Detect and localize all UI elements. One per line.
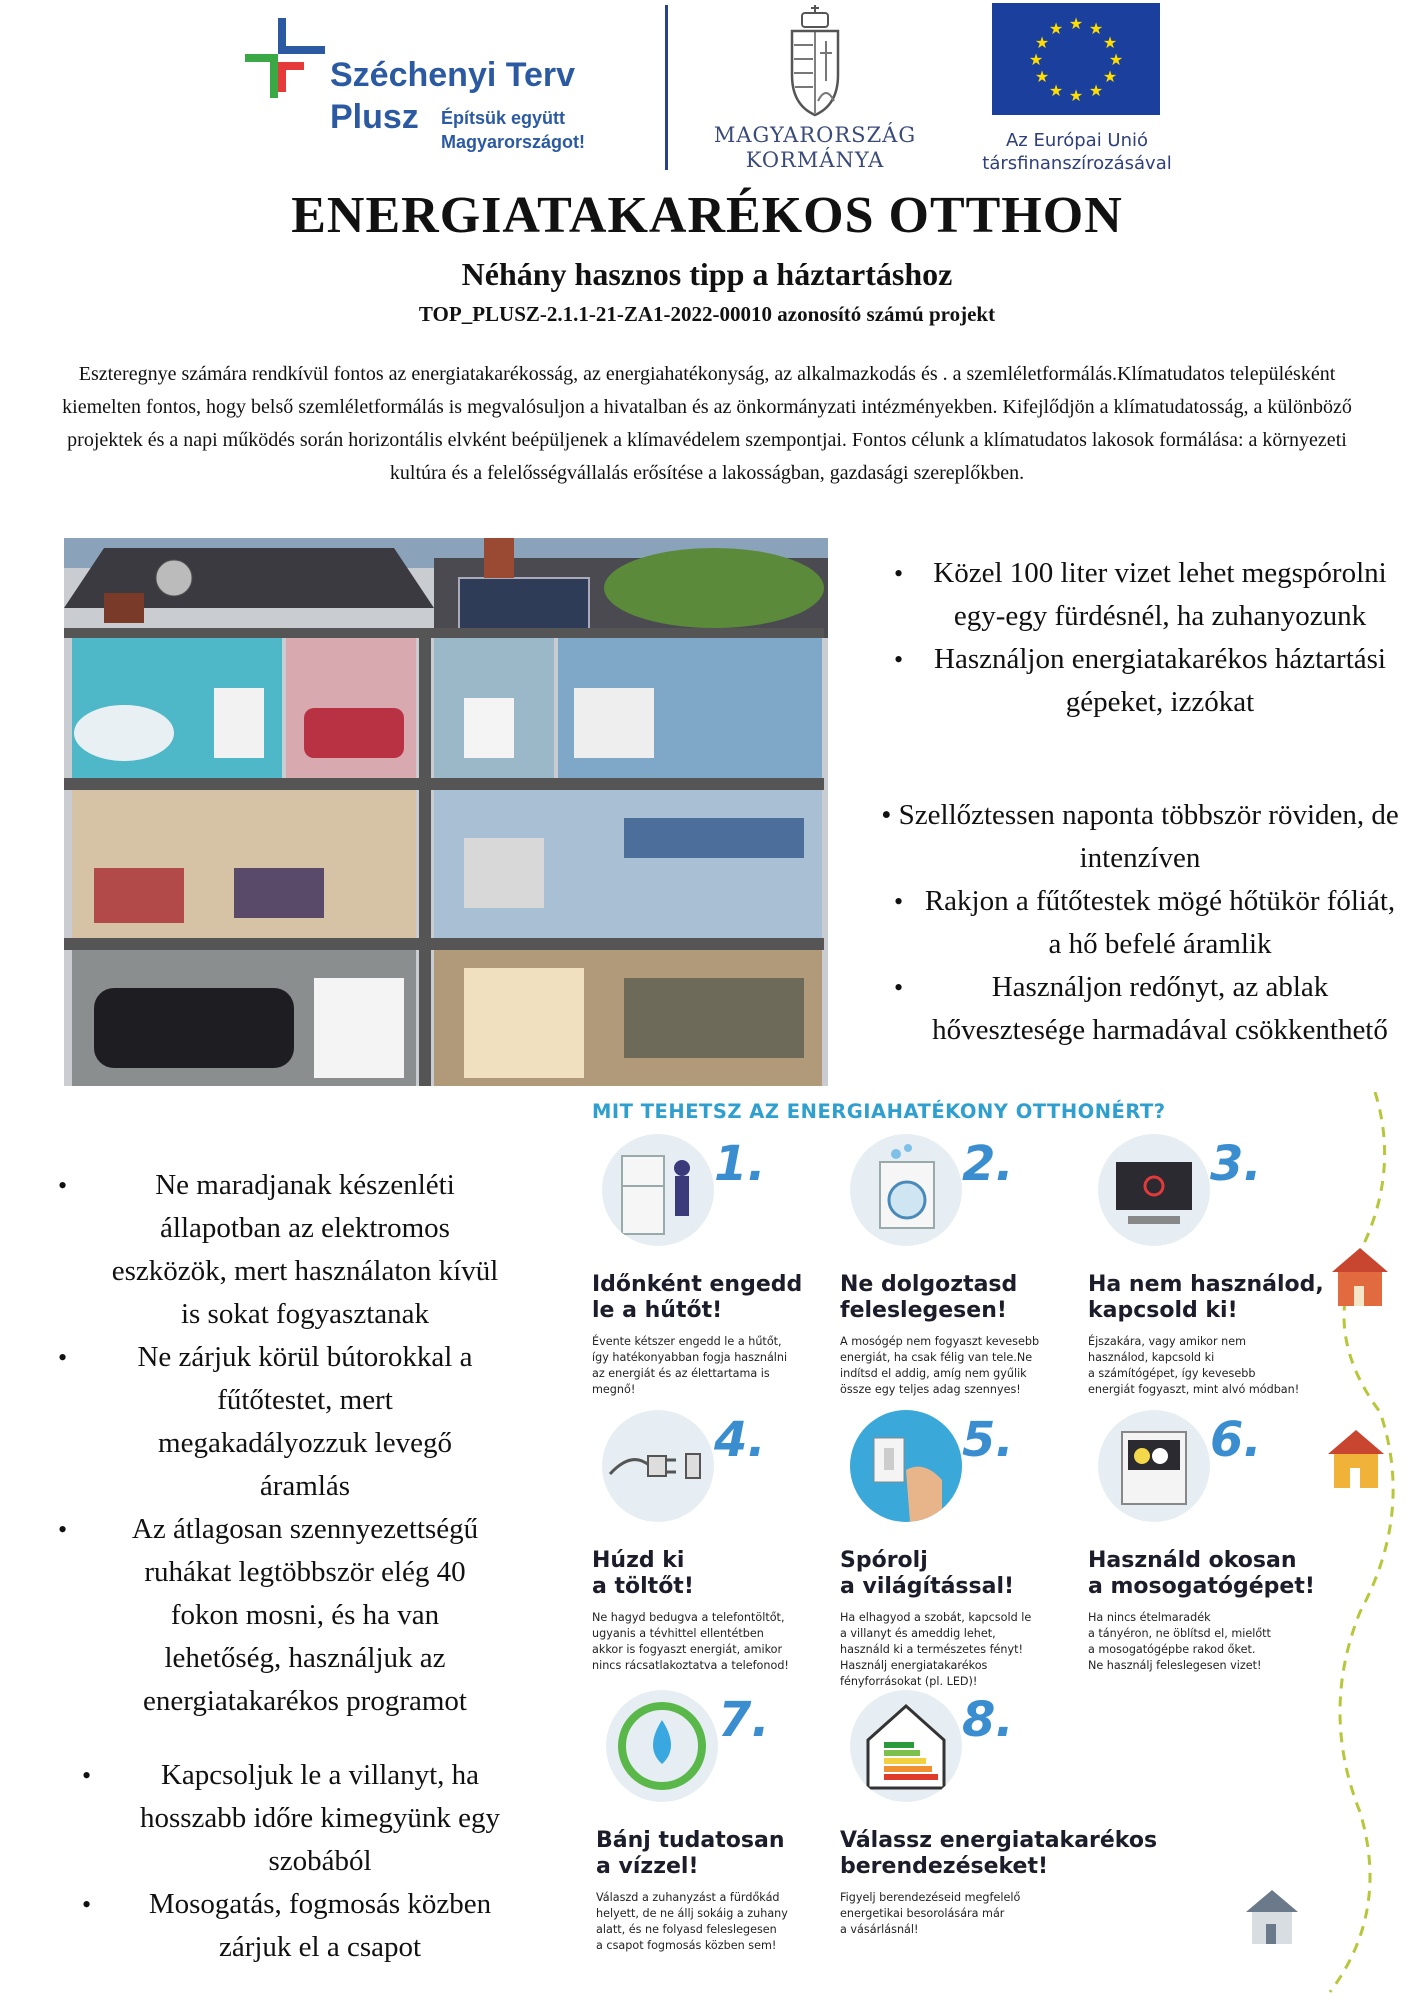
svg-text:★: ★: [1088, 81, 1104, 100]
tip-heading: Válassz energiatakarékos berendezéseket!: [840, 1828, 1158, 1879]
tip-body: A mosógép nem fogyaszt kevesebb energiát, ha csak félig van tele.Ne indítsd el addig, amíg nem gyűlik össze egy teljes adag szennyes!: [840, 1335, 1040, 1396]
list-item: • Ne maradjanak készenléti állapotban az elektromos eszközök, mert használaton kívül is sokat fogyasztanak: [58, 1169, 499, 1330]
tip-number: 2.: [962, 1136, 1014, 1192]
eu-logo: [962, 3, 1192, 173]
svg-text:★: ★: [1028, 50, 1044, 69]
tip-heading: Időnként engedd le a hűtőt!: [592, 1272, 803, 1323]
light-switch-icon: [850, 1410, 962, 1522]
washing-machine-icon: [850, 1134, 962, 1246]
szechenyi-plusz: Plusz: [330, 98, 419, 136]
tip-number: 8.: [962, 1692, 1014, 1748]
house-cutaway-illustration: [64, 538, 828, 1086]
svg-text:★: ★: [1034, 33, 1050, 52]
svg-text:★: ★: [1068, 86, 1084, 105]
eu-flag-icon: [992, 3, 1160, 115]
szechenyi-cross-icon: [245, 18, 325, 98]
dishwasher-icon: [1098, 1410, 1210, 1522]
tip-body: Ha nincs ételmaradék a tányéron, ne öblítsd el, mielőtt a mosogatógépbe rakod őket. Ne használj feleslegesen vizet!: [1088, 1611, 1271, 1672]
svg-text:★: ★: [1102, 33, 1118, 52]
list-item: • Szellőztessen naponta többször röviden, de intenzíven: [881, 799, 1399, 874]
tip-body: Válaszd a zuhanyzást a fürdőkád helyett, de ne állj sokáig a zuhany alatt, és ne folyasd feleslegesen a csapot fogmosás közben sem!: [596, 1891, 788, 1952]
svg-text:★: ★: [1048, 19, 1064, 38]
svg-text:★: ★: [1068, 14, 1084, 33]
kormany-text: MAGYARORSZÁG KORMÁNYA: [713, 123, 917, 172]
list-item: • Mosogatás, fogmosás közben zárjuk el a csapot: [82, 1888, 492, 1963]
szechenyi-terv-name: Széchenyi Terv: [330, 56, 576, 94]
tips-left-list-1: [40, 1164, 510, 1723]
project-id: TOP_PLUSZ-2.1.1-21-ZA1-2022-00010 azonosító számú projekt: [418, 302, 996, 326]
tip-number: 7.: [718, 1692, 770, 1748]
computer-icon: [1098, 1134, 1210, 1246]
logo-divider: [665, 5, 668, 170]
tip-number: 1.: [714, 1136, 766, 1192]
tips-right-list-1: [880, 552, 1400, 724]
intro-paragraph: Eszteregnye számára rendkívül fontos az energiatakarékosság, az energiahatékonyság, az alkalmazkodás és . a szemléletformálás.Klímatudatos településként kiemelten fontos, hogy belső szemléletformálás is megvalósuljon a hivatalban és az önkormányzati intézményekben. Kifejlődjön a klímatudatosság, a különböző projektek és a napi működés során horizontális elvként beépüljenek a klímavédelem szempontjai. Fontos célunk a klímatudatos lakosok formálása: a környezeti kultúra és a felelősségvállalás erősítése a lakosságban, gazdasági szereplőkben.: [62, 363, 1352, 484]
tip-number: 5.: [962, 1412, 1014, 1468]
szechenyi-slogan: Építsük együtt Magyarországot!: [441, 108, 586, 152]
tip-heading: Spórolj a világítással!: [840, 1548, 1015, 1599]
tip-body: Évente kétszer engedd le a hűtőt, így hatékonyabban fogja használni az energiát és az élettartama is megnő!: [592, 1335, 788, 1396]
list-item: • Használjon redőnyt, az ablak hővesztesége harmadával csökkenthető: [894, 971, 1388, 1046]
svg-text:★: ★: [1108, 50, 1124, 69]
list-item: • Közel 100 liter vizet lehet megspórolni egy-egy fürdésnél, ha zuhanyozunk: [894, 557, 1387, 632]
tip-body: Ha elhagyod a szobát, kapcsold le a villanyt és ameddig lehet, használd ki a természetes fényt! Használj energiatakarékos fényforrásokat (pl. LED)!: [840, 1611, 1032, 1688]
svg-text:★: ★: [1034, 67, 1050, 86]
magyarorszag-kormanya-logo: [700, 5, 930, 175]
house-icon-red: [1332, 1248, 1388, 1306]
list-item: • Használjon energiatakarékos háztartási gépeket, izzókat: [894, 643, 1386, 718]
tip-body: Ne hagyd bedugva a telefontöltőt, ugyanis a tévhittel ellentétben akkor is fogyaszt energiát, amikor nincs rácsatlakoztatva a telefonod!: [592, 1611, 789, 1672]
szechenyi-terv-logo: [245, 18, 615, 168]
infographic-title: MIT TEHETSZ AZ ENERGIAHATÉKONY OTTHONÉRT?: [592, 1100, 1166, 1123]
tip-body: Figyelj berendezéseid megfelelő energetikai besorolására már a vásárlásnál!: [840, 1891, 1021, 1936]
house-icon-grey: [1246, 1890, 1298, 1944]
tips-right-list-2: [880, 794, 1400, 1052]
tip-heading: Húzd ki a töltőt!: [592, 1548, 694, 1599]
water-drop-icon: [606, 1690, 718, 1802]
svg-text:★: ★: [1102, 67, 1118, 86]
energy-tips-infographic: [560, 1092, 1414, 2000]
svg-text:★: ★: [1088, 19, 1104, 38]
list-item: • Rakjon a fűtőtestek mögé hőtükör fóliát, a hő befelé áramlik: [894, 885, 1396, 960]
tip-heading: Ha nem használod, kapcsold ki!: [1088, 1272, 1324, 1323]
energy-label-icon: [850, 1690, 962, 1802]
tip-heading: Használd okosan a mosogatógépet!: [1088, 1548, 1315, 1599]
hungarian-coat-of-arms-icon: [780, 5, 850, 117]
list-item: • Kapcsoljuk le a villanyt, ha hosszabb időre kimegyünk egy szobából: [82, 1759, 500, 1877]
tip-heading: Bánj tudatosan a vízzel!: [596, 1828, 785, 1879]
tip-number: 3.: [1210, 1136, 1262, 1192]
tip-body: Éjszakára, vagy amikor nem használod, kapcsold ki a számítógépet, így kevesebb energiát fogyaszt, mint alvó módban!: [1088, 1335, 1300, 1396]
page-title: ENERGIATAKARÉKOS OTTHON: [291, 187, 1123, 244]
tip-heading: Ne dolgoztasd feleslegesen!: [840, 1272, 1018, 1323]
page-subtitle: Néhány hasznos tipp a háztartáshoz: [461, 256, 953, 292]
tip-number: 4.: [714, 1412, 766, 1468]
svg-text:★: ★: [1048, 81, 1064, 100]
eu-cofinancing-text: Az Európai Unió társfinanszírozásával: [982, 130, 1172, 174]
list-item: • Ne zárjuk körül bútorokkal a fűtőtestet, mert megakadályozzuk levegő áramlás: [58, 1341, 473, 1502]
house-icon-yellow: [1328, 1430, 1384, 1488]
tips-left-list-2: [60, 1754, 520, 1969]
refrigerator-icon: [602, 1134, 714, 1246]
list-item: • Az átlagosan szennyezettségű ruhákat legtöbbször elég 40 fokon mosni, és ha van lehetőség, használjuk az energiatakarékos programot: [58, 1513, 479, 1717]
tip-number: 6.: [1210, 1412, 1262, 1468]
plug-icon: [602, 1410, 714, 1522]
